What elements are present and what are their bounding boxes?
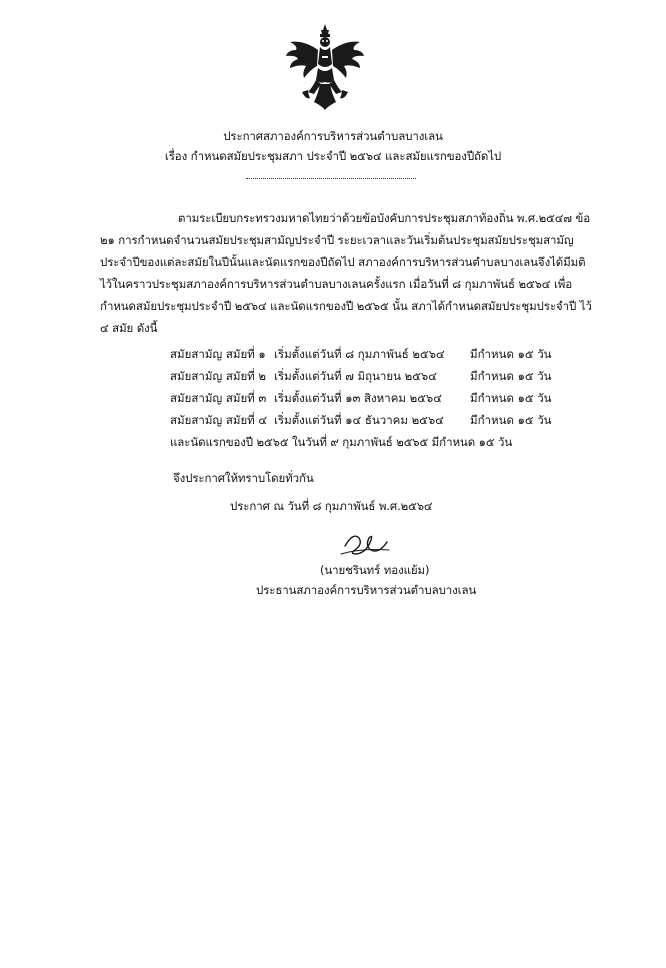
garuda-emblem-icon	[284, 22, 366, 110]
session-duration: มีกำหนด ๑๕ วัน	[470, 369, 552, 383]
body-line-2: ๒๑ การกำหนดจำนวนสมัยประชุมสามัญประจำปี ระยะเวลาและวันเริ่มต้นประชุมสมัยประชุมสามัญ	[100, 233, 574, 247]
body-line-4: ไว้ในคราวประชุมสภาองค์การบริหารส่วนตำบลบางเลนครั้งแรก เมื่อวันที่ ๘ กุมภาพันธ์ ๒๕๖๔ เพื่อ	[100, 277, 573, 291]
session-row	[170, 346, 552, 362]
session-label: สมัยสามัญ สมัยที่ ๑	[170, 347, 266, 361]
body-line-6: ๔ สมัย ดังนี้	[100, 321, 158, 335]
body-line-1: ตามระเบียบกระทรวงมหาดไทยว่าด้วยข้อบังคับการประชุมสภาท้องถิ่น พ.ศ.๒๕๔๗ ข้อ	[178, 211, 591, 225]
body-line-5: กำหนดสมัยประชุมประจำปี ๒๕๖๔ และนัดแรกของปี ๒๕๖๕ นั้น สภาได้กำหนดสมัยประชุมประจำปี ไว้	[100, 299, 592, 313]
title-divider	[246, 178, 416, 179]
body-line-3: ประจำปีของแต่ละสมัยในปีนั้นและนัดแรกของปีถัดไป สภาองค์การบริหารส่วนตำบลบางเลนจึงได้มีมติ	[100, 255, 586, 269]
signer-name: (นายชรินทร์ ทองแย้ม)	[320, 563, 430, 577]
session-row	[170, 412, 552, 428]
session-row	[170, 390, 552, 406]
document-title: ประกาศสภาองค์การบริหารส่วนตำบลบางเลน	[223, 129, 443, 143]
closing-statement: จึงประกาศให้ทราบโดยทั่วกัน	[173, 471, 314, 485]
signer-position: ประธานสภาองค์การบริหารส่วนตำบลบางเลน	[256, 583, 477, 597]
session-duration: มีกำหนด ๑๕ วัน	[470, 413, 552, 427]
session-duration: มีกำหนด ๑๕ วัน	[470, 347, 552, 361]
session-start: เริ่มตั้งแต่วันที่ ๗ มิถุนายน ๒๕๖๔	[274, 369, 437, 383]
session-start: เริ่มตั้งแต่วันที่ ๘ กุมภาพันธ์ ๒๕๖๔	[274, 347, 445, 361]
next-year-session: และนัดแรกของปี ๒๕๖๕ ในวันที่ ๙ กุมภาพันธ์ ๒๕๖๕ มีกำหนด ๑๕ วัน	[170, 435, 513, 449]
session-start: เริ่มตั้งแต่วันที่ ๑๔ ธันวาคม ๒๕๖๔	[274, 413, 444, 427]
session-start: เริ่มตั้งแต่วันที่ ๑๓ สิงหาคม ๒๕๖๔	[274, 391, 442, 405]
announcement-date: ประกาศ ณ วันที่ ๘ กุมภาพันธ์ พ.ศ.๒๕๖๔	[230, 499, 433, 513]
document-subject: เรื่อง กำหนดสมัยประชุมสภา ประจำปี ๒๕๖๔ และสมัยแรกของปีถัดไป	[164, 149, 502, 163]
session-duration: มีกำหนด ๑๕ วัน	[470, 391, 552, 405]
session-label: สมัยสามัญ สมัยที่ ๔	[170, 413, 268, 427]
session-label: สมัยสามัญ สมัยที่ ๒	[170, 369, 267, 383]
session-row	[170, 368, 552, 384]
signature-icon	[337, 524, 397, 564]
session-label: สมัยสามัญ สมัยที่ ๓	[170, 391, 267, 405]
